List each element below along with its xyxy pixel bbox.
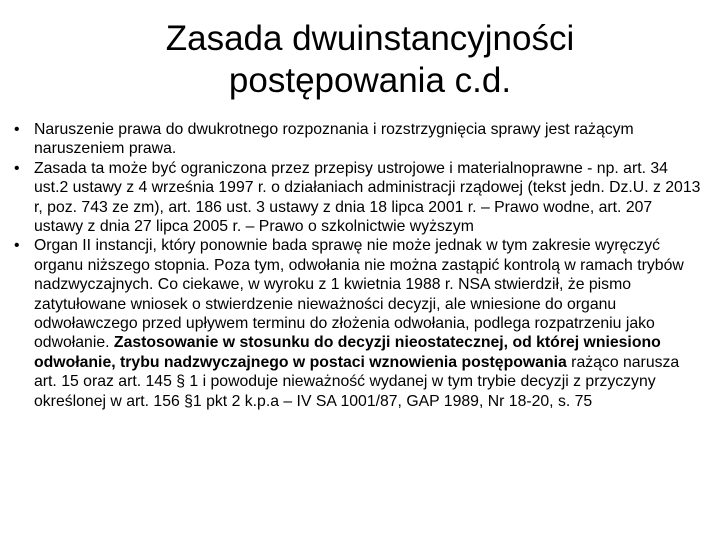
bullet-marker: • bbox=[14, 121, 20, 138]
bullet-marker: • bbox=[14, 159, 20, 177]
bullet-list bbox=[12, 120, 702, 411]
bullet-item bbox=[12, 120, 702, 159]
slide-title-line-1: Zasada dwuinstancyjności bbox=[165, 19, 575, 58]
slide-title bbox=[40, 18, 700, 102]
bullet-text-bold: Zastosowanie w stosunku do decyzji nieostatecznej, od której wniesiono odwołanie, trybu nadzwyczajnego w postaci wznowienia postępowania bbox=[34, 334, 661, 371]
bullet-text-regular-end: rażąco narusza art. 15 oraz art. 145 § 1 i powoduje nieważność wydanej w tym trybie decyzji z przyczyny określonej w art. 156 §1 pkt 2 k.p.a – IV SA 1001/87, GAP 1989, Nr 18-20, s. 75 bbox=[34, 353, 680, 410]
bullet-item bbox=[12, 159, 702, 237]
bullet-text bbox=[34, 236, 702, 411]
bullet-text: Naruszenie prawa do dwukrotnego rozpoznania i rozstrzygnięcia sprawy jest rażącym naruszeniem prawa. bbox=[34, 121, 634, 158]
slide-title-line-2: postępowania c.d. bbox=[228, 61, 512, 100]
bullet-text-regular: Organ II instancji, który ponownie bada sprawę nie może jednak w tym zakresie wyręczyć organu niższego stopnia. Poza tym, odwołania nie można zastąpić kontrolą w ramach trybów nadzwyczajnych. Co ciekawe, w wyroku z 1 kwietnia 1988 r. NSA stwierdził, że pismo zatytułowane wniosek o stwierdzenie nieważności decyzji, ale wniesione do organu odwoławczego przed upływem terminu do złożenia odwołania, podlega rozpatrzeniu jako odwołanie. bbox=[34, 237, 684, 352]
bullet-item bbox=[12, 236, 702, 411]
bullet-marker: • bbox=[14, 237, 20, 255]
bullet-text: Zasada ta może być ograniczona przez przepisy ustrojowe i materialnoprawne - np. art. 34 ust.2 ustawy z 4 września 1997 r. o działaniach administracji rządowej (tekst jedn. Dz.U. z 2013 r, poz. 743 ze zm), art. 186 ust. 3 ustawy z dnia 18 lipca 2001 r. – Prawo wodne, art. 207 ustawy z dnia 27 lipca 2005 r. – Prawo o szkolnictwie wyższym bbox=[34, 159, 701, 236]
